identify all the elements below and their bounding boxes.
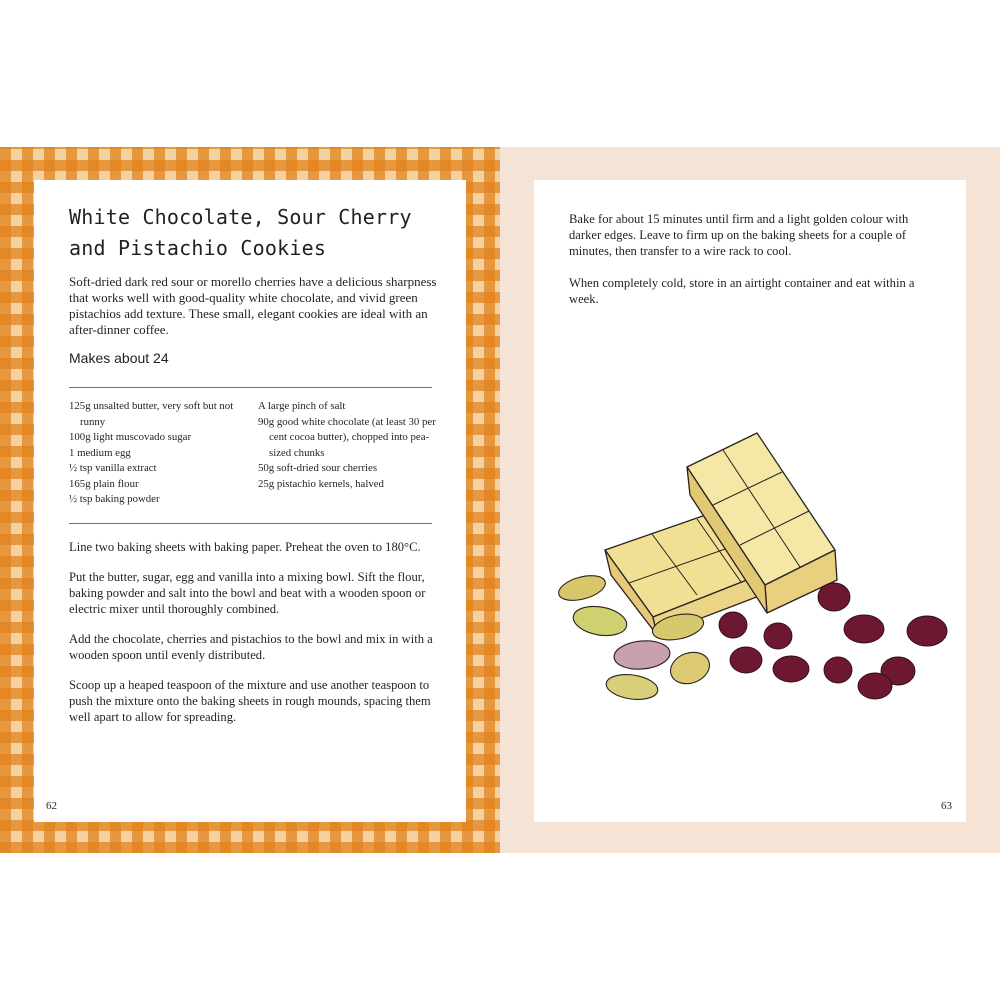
- left-page: [34, 180, 466, 822]
- method-right: [569, 211, 919, 323]
- recipe-intro: Soft-dried dark red sour or morello cherries have a delicious sharpness that works well with good-quality white chocolate, and vivid green pistachios add texture. These small, elegant cookies are ideal with an after-dinner coffee.: [69, 274, 437, 337]
- ingredient-item: A large pinch of salt: [258, 400, 346, 412]
- ingredients-column-2: [258, 399, 438, 492]
- ingredient-item: 125g unsalted butter, very soft but not runny: [69, 400, 234, 428]
- ingredient-item: 165g plain flour: [69, 477, 139, 490]
- ingredient-item: 25g pistachio kernels, halved: [258, 477, 384, 490]
- ingredient-item: ½ tsp vanilla extract: [69, 462, 157, 474]
- page-number-right: 63: [941, 800, 952, 812]
- method-step: When completely cold, store in an airtight container and eat within a week.: [569, 276, 915, 306]
- recipe-yield: Makes about 24: [69, 350, 169, 366]
- divider-bottom: [69, 523, 432, 524]
- ingredient-item: 90g good white chocolate (at least 30 per cent cocoa butter), chopped into pea-sized chunks: [258, 415, 436, 459]
- recipe-title: White Chocolate, Sour Cherry and Pistachio Cookies: [69, 205, 412, 260]
- method-step: Scoop up a heaped teaspoon of the mixture and use another teaspoon to push the mixture onto the baking sheets in rough mounds, spacing them well apart to allow for spreading.: [69, 678, 431, 724]
- ingredient-item: 1 medium egg: [69, 446, 131, 459]
- method-step: Add the chocolate, cherries and pistachios to the bowl and mix in with a wooden spoon until evenly distributed.: [69, 632, 433, 662]
- ingredient-item: ½ tsp baking powder: [69, 493, 160, 505]
- ingredient-item: 50g soft-dried sour cherries: [258, 462, 378, 474]
- chocolate-cherry-illustration: [545, 425, 955, 715]
- method-step: Line two baking sheets with baking paper. Preheat the oven to 180°C.: [69, 540, 421, 554]
- page-number-left: 62: [46, 800, 57, 812]
- method-step: Put the butter, sugar, egg and vanilla into a mixing bowl. Sift the flour, baking powder and salt into the bowl and beat with a wooden spoon or electric mixer until thoroughly combined.: [69, 570, 426, 616]
- method-left: [69, 539, 439, 739]
- ingredient-item: 100g light muscovado sugar: [69, 431, 192, 443]
- divider-top: [69, 387, 432, 388]
- method-step: Bake for about 15 minutes until firm and a light golden colour with darker edges. Leave to firm up on the baking sheets for a couple of minutes, then transfer to a wire rack to cool.: [569, 212, 909, 258]
- ingredients-column-1: [69, 399, 249, 508]
- sour-cherries: [719, 583, 947, 699]
